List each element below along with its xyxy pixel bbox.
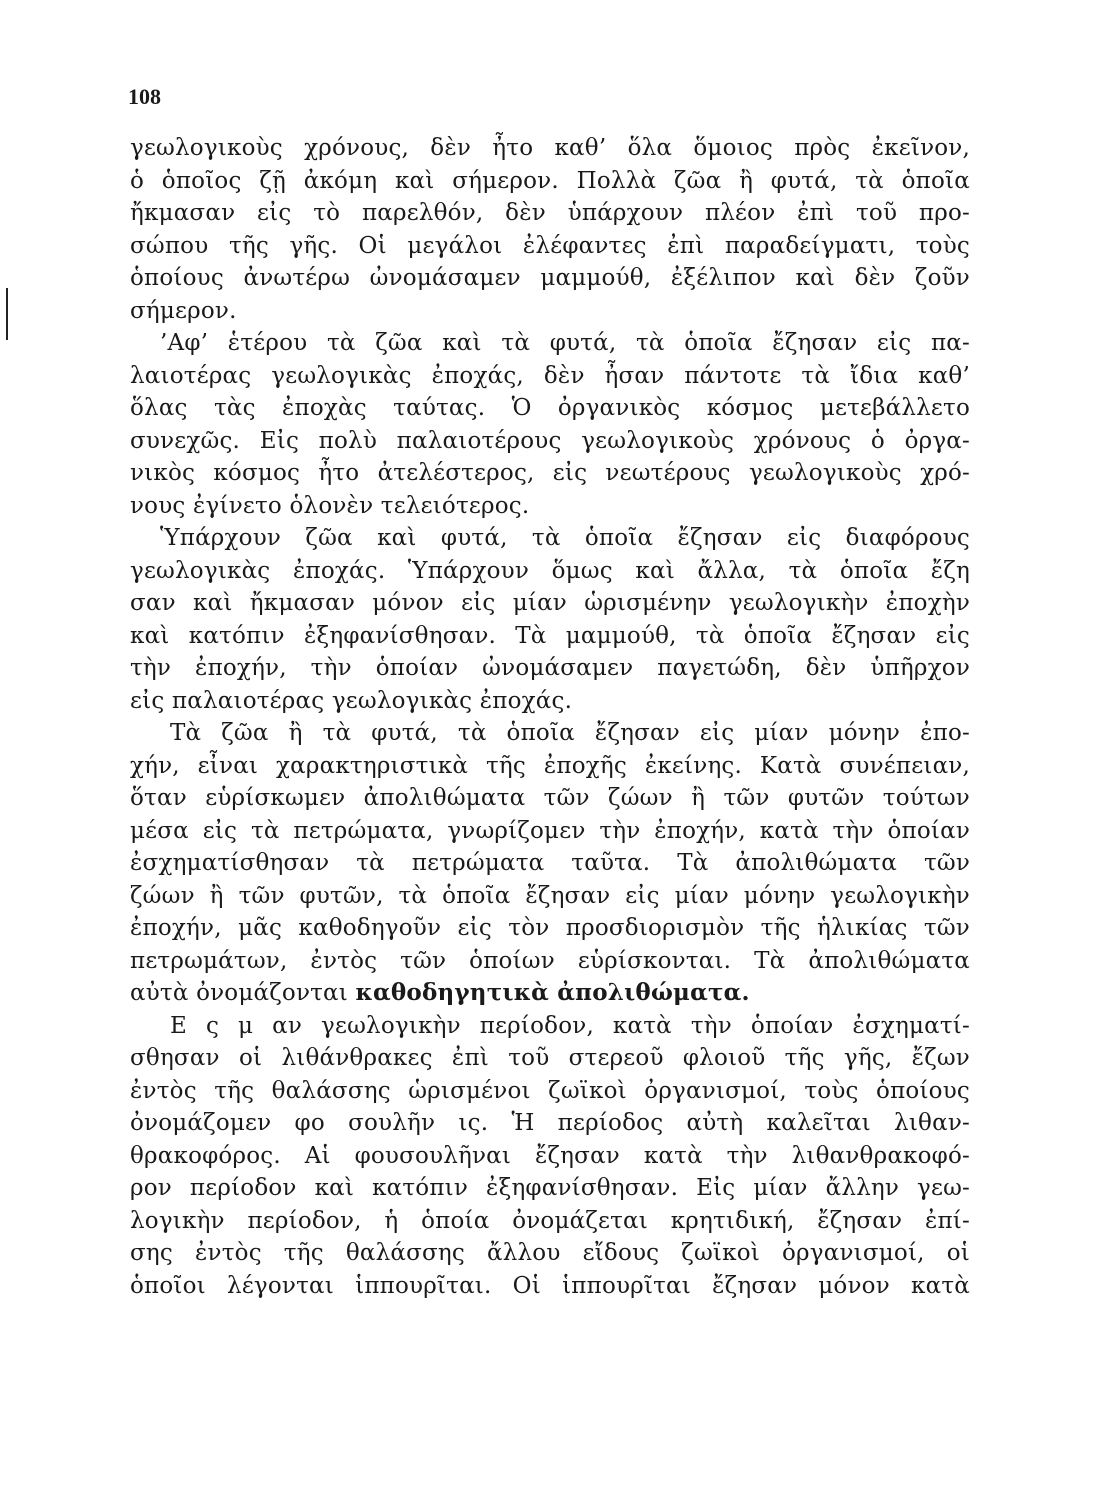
text-line: ρον περίοδον καὶ κατόπιν ἐξηφανίσθησαν. Εἰς μίαν ἄλλην γεω- <box>130 1175 970 1201</box>
text-line: νους ἐγίνετο ὁλονὲν τελειότερος. <box>130 492 530 519</box>
text-line: ’Αφ’ ἑτέρου τὰ ζῶα καὶ τὰ φυτά, τὰ ὁποῖα ἔζησαν εἰς πα- <box>160 330 970 356</box>
text-line: συνεχῶς. Εἰς πολὺ παλαιοτέρους γεωλογικοὺς χρόνους ὁ ὀργα- <box>130 427 970 454</box>
text-line: γεωλογικὰς ἐποχάς. Ὑπάρχουν ὅμως καὶ ἄλλα, τὰ ὁποῖα ἔζη <box>130 557 970 584</box>
text-line: Τὰ ζῶα ἢ τὰ φυτά, τὰ ὁποῖα ἔζησαν εἰς μίαν μόνην ἐπο- <box>170 720 970 746</box>
text-line: χήν, εἶναι χαρακτηριστικὰ τῆς ἐποχῆς ἐκείνης. Κατὰ συνέπειαν, <box>130 752 970 779</box>
text-line: σθησαν οἱ λιθάνθρακες ἐπὶ τοῦ στερεοῦ φλοιοῦ τῆς γῆς, ἔζων <box>130 1045 970 1071</box>
text-line-start: αὐτὰ ὀνομάζονται <box>130 980 349 1006</box>
text-line: θρακοφόρος. Αἱ φουσουλῆναι ἔζησαν κατὰ τὴν λιθανθρακοφό- <box>130 1142 970 1169</box>
text-line: ὁποῖοι λέγονται ἱππουρῖται. Οἱ ἱππουρῖται ἔζησαν μόνον κατὰ <box>130 1272 970 1299</box>
text-line: μέσα εἰς τὰ πετρώματα, γνωρίζομεν τὴν ἐποχήν, κατὰ τὴν ὁποίαν <box>130 817 970 844</box>
bold-term: καθοδηγητικὰ ἀπολιθώματα. <box>355 979 750 1006</box>
text-line: ζώων ἢ τῶν φυτῶν, τὰ ὁποῖα ἔζησαν εἰς μίαν μόνην γεωλογικὴν <box>130 882 970 909</box>
text-line: λογικὴν περίοδον, ἡ ὁποία ὀνομάζεται κρητιδική, ἔζησαν ἐπί- <box>130 1207 970 1234</box>
text-line: ἤκμασαν εἰς τὸ παρελθόν, δὲν ὑπάρχουν πλέον ἐπὶ τοῦ προ- <box>130 200 970 226</box>
text-line: ὅλας τὰς ἐποχὰς ταύτας. Ὁ ὀργανικὸς κόσμος μετεβάλλετο <box>130 395 970 421</box>
text-line: νικὸς κόσμος ἦτο ἀτελέστερος, εἰς νεωτέρους γεωλογικοὺς χρό- <box>130 460 970 486</box>
text-line: γεωλογικοὺς χρόνους, δὲν ἦτο καθ’ ὅλα ὅμοιος πρὸς ἐκεῖνον, <box>130 135 970 161</box>
text-line: ἐντὸς τῆς θαλάσσης ὡρισμένοι ζωϊκοὶ ὀργανισμοί, τοὺς ὁποίους <box>130 1077 970 1104</box>
body-text <box>130 132 970 1302</box>
text-line: ὅταν εὑρίσκωμεν ἀπολιθώματα τῶν ζώων ἢ τῶν φυτῶν τούτων <box>130 785 970 811</box>
text-line: ὁποίους ἀνωτέρω ὠνομάσαμεν μαμμούθ, ἐξέλιπον καὶ δὲν ζοῦν <box>130 265 970 291</box>
text-line: σώπου τῆς γῆς. Οἱ μεγάλοι ἐλέφαντες ἐπὶ παραδείγματι, τοὺς <box>130 232 970 259</box>
margin-mark <box>6 288 8 340</box>
text-line: ὁ ὁποῖος ζῇ ἀκόμη καὶ σήμερον. Πολλὰ ζῶα ἢ φυτά, τὰ ὁποῖα <box>130 167 970 194</box>
text-line: ἐσχηματίσθησαν τὰ πετρώματα ταῦτα. Τὰ ἀπολιθώματα τῶν <box>130 850 970 876</box>
page-number: 108 <box>128 84 161 109</box>
text-line: ἐποχήν, μᾶς καθοδηγοῦν εἰς τὸν προσδιορισμὸν τῆς ἡλικίας τῶν <box>130 915 970 941</box>
text-line: Ε ς μ αν γεωλογικὴν περίοδον, κατὰ τὴν ὁποίαν ἐσχηματί- <box>170 1012 970 1039</box>
text-line: λαιοτέρας γεωλογικὰς ἐποχάς, δὲν ἦσαν πάντοτε τὰ ἴδια καθ’ <box>130 362 970 389</box>
text-line: καὶ κατόπιν ἐξηφανίσθησαν. Τὰ μαμμούθ, τὰ ὁποῖα ἔζησαν εἰς <box>130 622 970 649</box>
text-line: σήμερον. <box>130 297 237 324</box>
text-line: ὀνομάζομεν φο σουλῆν ις. Ἡ περίοδος αὐτὴ καλεῖται λιθαν- <box>130 1110 970 1136</box>
text-line: τὴν ἐποχήν, τὴν ὁποίαν ὠνομάσαμεν παγετώδη, δὲν ὑπῆρχον <box>130 655 970 681</box>
text-line <box>130 977 970 1010</box>
text-line: σαν καὶ ἤκμασαν μόνον εἰς μίαν ὡρισμένην γεωλογικὴν ἐποχὴν <box>130 590 970 616</box>
text-line: εἰς παλαιοτέρας γεωλογικὰς ἐποχάς. <box>130 687 573 714</box>
text-line: σης ἐντὸς τῆς θαλάσσης ἄλλου εἴδους ζωϊκοὶ ὀργανισμοί, οἱ <box>130 1240 970 1266</box>
text-line: πετρωμάτων, ἐντὸς τῶν ὁποίων εὑρίσκονται. Τὰ ἀπολιθώματα <box>130 947 970 974</box>
text-line: Ὑπάρχουν ζῶα καὶ φυτά, τὰ ὁποῖα ἔζησαν εἰς διαφόρους <box>160 525 970 551</box>
